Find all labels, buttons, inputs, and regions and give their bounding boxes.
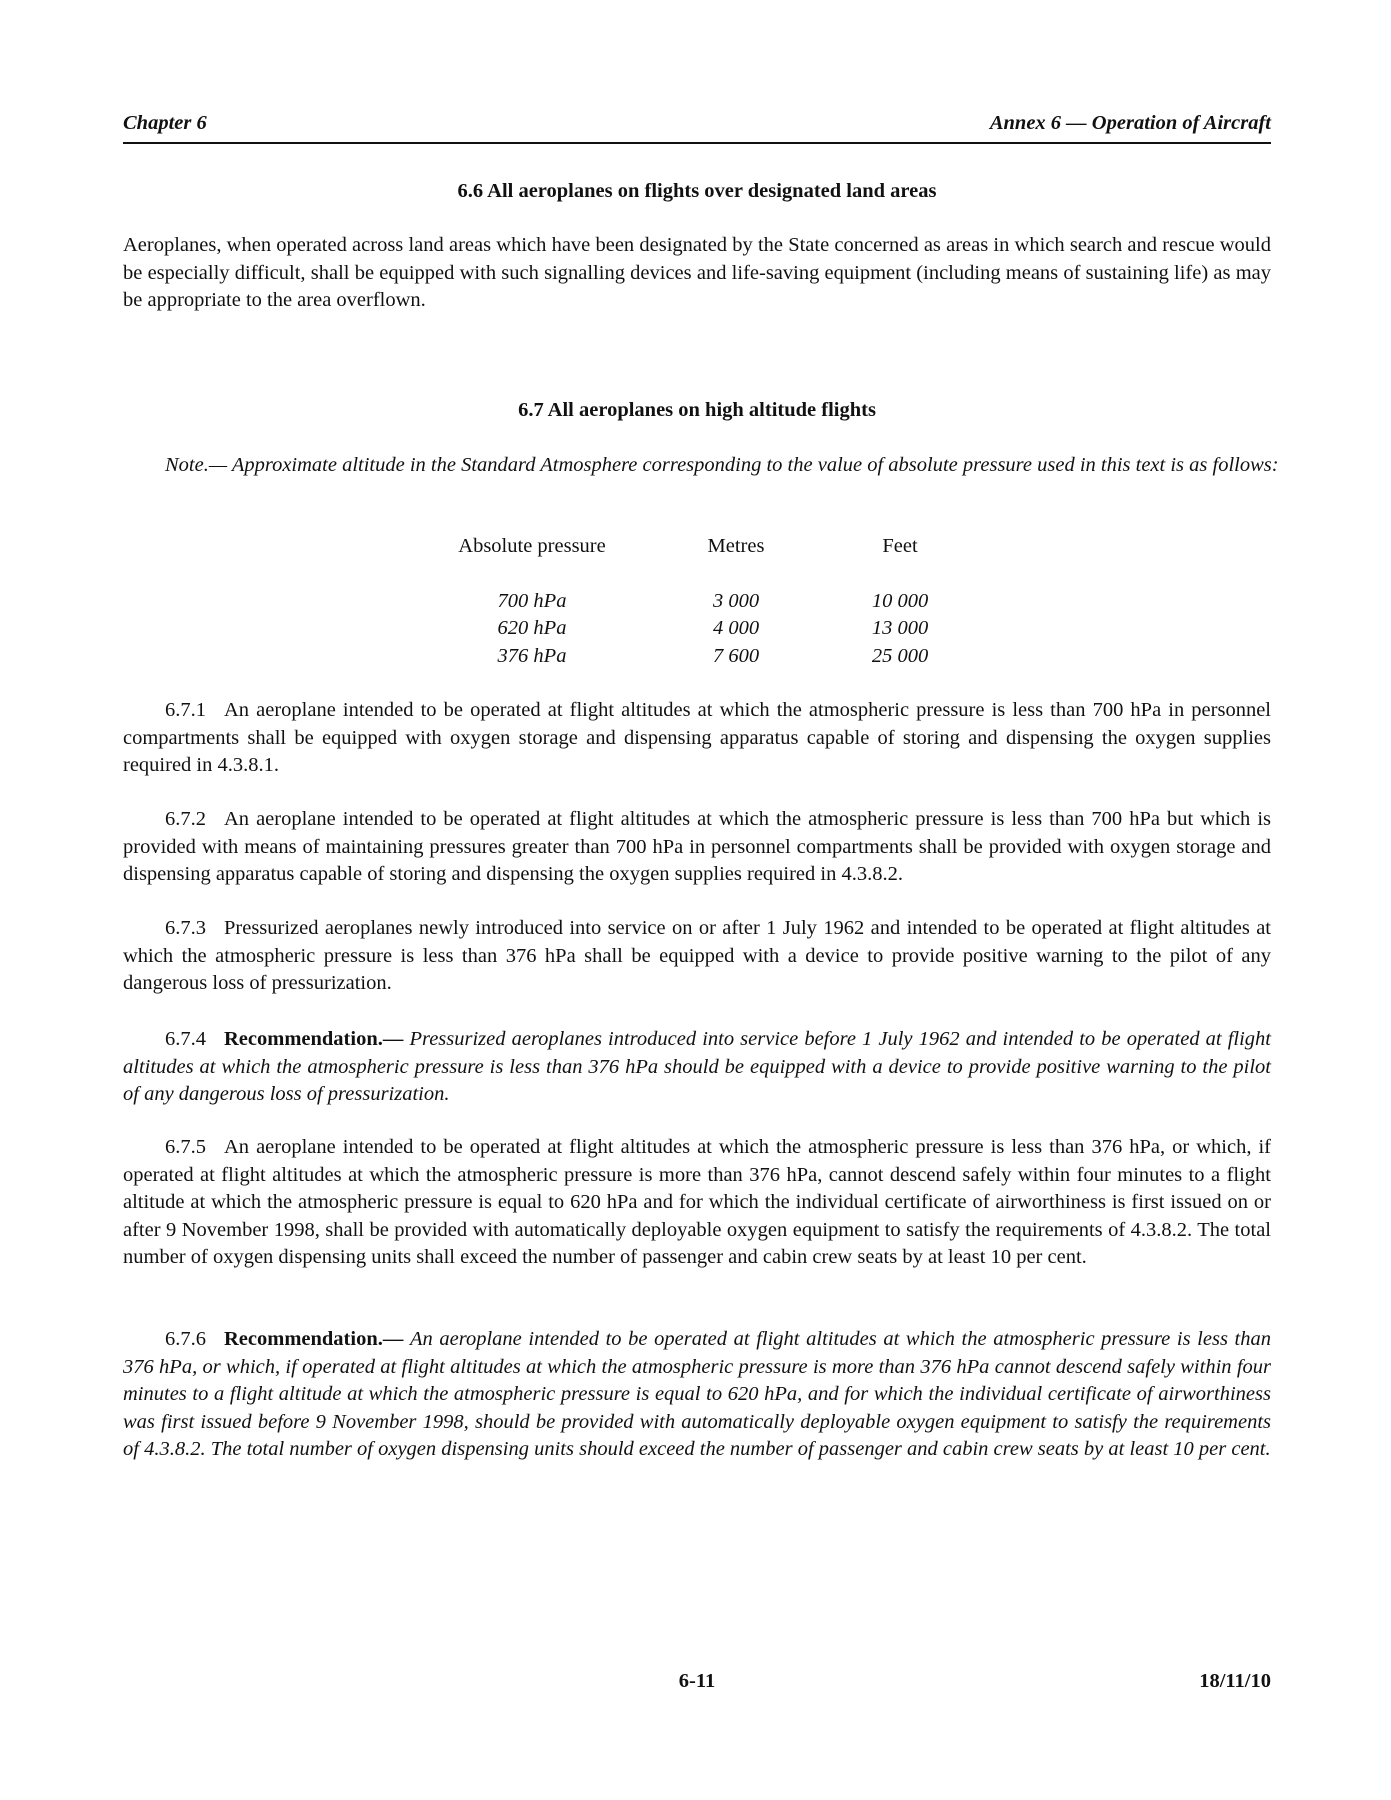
paragraph-number: 6.7.6 — [165, 1328, 206, 1350]
cell: 376 hPa — [497, 644, 567, 667]
paragraph-6-7-1 — [123, 697, 1271, 780]
paragraph-text: An aeroplane intended to be operated at flight altitudes at which the atmospheric pressure is less than 376 hPa, or which, if operated at flight altitudes at which the atmospheric pressure is more than 376 hPa, cannot descend safely within four minutes to a flight altitude at which the atmospheric pressure is equal to 620 hPa and for which the individual certificate of airworthiness is first issued on or after 9 November 1998, shall be provided with automatically deployable oxygen equipment to satisfy the requirements of 4.3.8.2. The total number of oxygen dispensing units shall exceed the number of passenger and cabin crew seats by at least 10 per cent. — [123, 1136, 1271, 1268]
paragraph-6-7-5 — [123, 1134, 1271, 1272]
header-rule — [123, 142, 1271, 144]
paragraph-number: 6.7.1 — [165, 699, 206, 721]
paragraph-text: An aeroplane intended to be operated at flight altitudes at which the atmospheric pressure is less than 700 hPa but which is provided with means of maintaining pressures greater than 700 hPa in personnel compartments shall be provided with oxygen storage and dispensing apparatus capable of storing and dispensing the oxygen supplies required in 4.3.8.2. — [123, 808, 1271, 885]
paragraph-number: 6.7.5 — [165, 1136, 206, 1158]
cell: 4 000 — [712, 617, 760, 639]
page-header — [123, 110, 1271, 138]
cell: 3 000 — [712, 589, 760, 612]
paragraph-6-7-4 — [123, 1026, 1271, 1109]
page-number: 6-11 — [678, 1670, 716, 1692]
section-6-6-text: Aeroplanes, when operated across land areas which have been designated by the State concerned as areas in which search and rescue would be especially difficult, shall be equipped with such signalling devices and life-saving equipment (including means of sustaining life) as may be appropriate to the area overflown. — [123, 234, 1271, 311]
pressure-table — [0, 533, 1391, 670]
section-6-7-heading: 6.7 All aeroplanes on high altitude flights — [518, 399, 876, 421]
document-title: Annex 6 — Operation of Aircraft — [989, 112, 1271, 134]
paragraph-6-7-2 — [123, 806, 1271, 889]
paragraph-text: Pressurized aeroplanes newly introduced into service on or after 1 July 1962 and intended to be operated at flight altitudes at which the atmospheric pressure is less than 376 hPa shall be equipped with a device to provide positive warning to the pilot of any dangerous loss of pressurization. — [123, 917, 1271, 994]
cell: 7 600 — [712, 644, 760, 667]
paragraph-text: Pressurized aeroplanes introduced into service before 1 July 1962 and intended to be operated at flight altitudes at which the atmospheric pressure is less than 376 hPa should be equipped with a device to provide positive warning to the pilot of any dangerous loss of pressurization. — [123, 1028, 1272, 1105]
table-row — [0, 643, 1391, 671]
paragraph-6-7-6 — [123, 1326, 1271, 1464]
paragraph-6-7-3 — [123, 915, 1271, 998]
paragraph-text: An aeroplane intended to be operated at flight altitudes at which the atmospheric pressure is less than 376 hPa, or which, if operated at flight altitudes at which the atmospheric pressure is more than 376 hPa cannot descend safely within four minutes to a flight altitude at which the atmospheric pressure is equal to 620 hPa, and for which the individual certificate of airworthiness was first issued before 9 November 1998, should be provided with automatically deployable oxygen equipment to satisfy the requirements of 4.3.8.2. The total number of oxygen dispensing units should exceed the number of passenger and cabin crew seats by at least 10 per cent. — [123, 1328, 1272, 1460]
paragraph-text: An aeroplane intended to be operated at flight altitudes at which the atmospheric pressure is less than 700 hPa in personnel compartments shall be equipped with oxygen storage and dispensing apparatus capable of storing and dispensing the oxygen supplies required in 4.3.8.1. — [123, 699, 1271, 776]
paragraph-number: 6.7.2 — [165, 808, 206, 830]
recommendation-label: Recommendation.— — [224, 1328, 404, 1350]
cell: 13 000 — [871, 617, 929, 639]
chapter-label: Chapter 6 — [123, 112, 207, 134]
table-row — [0, 588, 1391, 616]
section-6-6-heading: 6.6 All aeroplanes on flights over designated land areas — [457, 180, 937, 202]
table-row — [0, 615, 1391, 643]
paragraph-number: 6.7.3 — [165, 917, 206, 939]
revision-date: 18/11/10 — [1199, 1670, 1271, 1692]
note — [123, 452, 1313, 480]
note-text: Note.— Approximate altitude in the Standard Atmosphere corresponding to the value of absolute pressure used in this text is as follows: — [165, 454, 1279, 476]
cell: 700 hPa — [497, 589, 567, 612]
cell: 10 000 — [871, 589, 929, 612]
recommendation-label: Recommendation.— — [224, 1028, 404, 1050]
col-header: Absolute pressure — [458, 535, 606, 557]
cell: 25 000 — [871, 644, 929, 667]
cell: 620 hPa — [497, 617, 567, 639]
table-header — [0, 533, 1391, 561]
col-header: Feet — [882, 535, 918, 557]
paragraph-number: 6.7.4 — [165, 1028, 206, 1050]
col-header: Metres — [707, 535, 765, 557]
